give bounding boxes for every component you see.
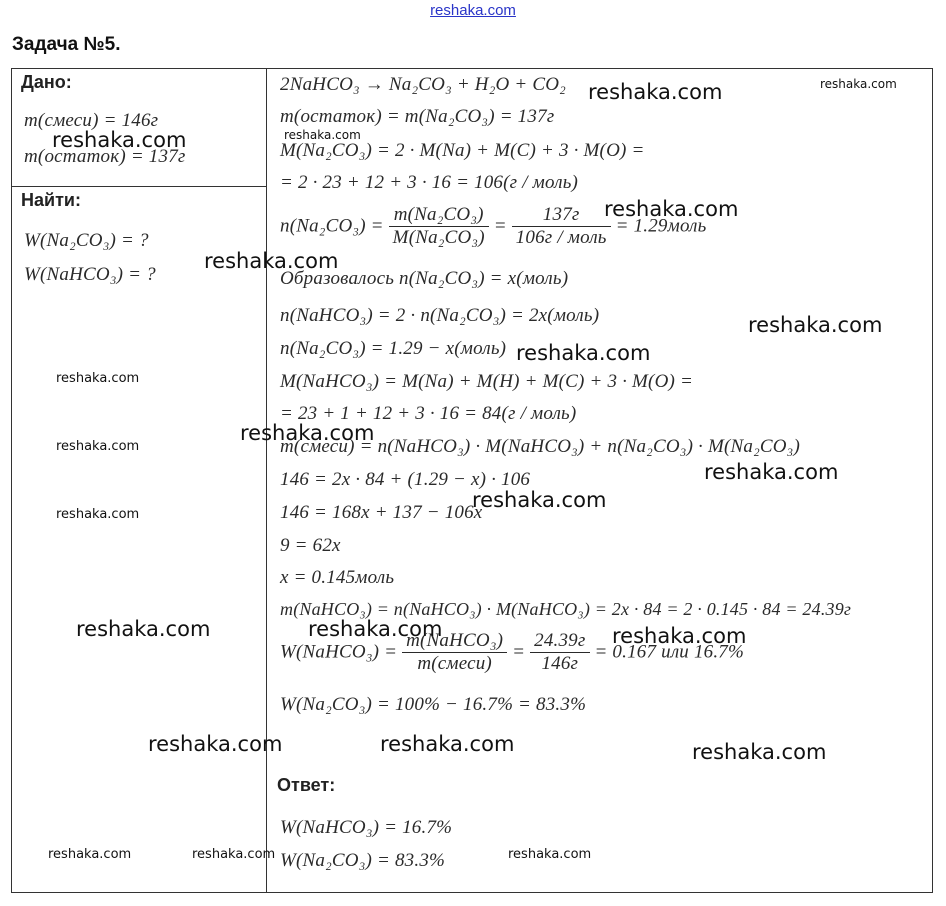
solution-line-12: 146 = 2x · 84 + (1.29 − x) · 106 — [280, 469, 531, 490]
solution-line-16: m(NaHCO₃) = n(NaHCO₃) · M(NaHCO₃) = 2x · 84 = 2 · 0.145 · 84 = 24.39г — [280, 599, 852, 619]
task-title: Задача №5. — [12, 34, 121, 55]
find-nahco3-fraction: W(NaHCO₃) = ? — [24, 264, 156, 285]
solution-line-11: m(смеси) = n(NaHCO₃) · M(NaHCO₃) + n(Na₂CO₃) · M(Na₂CO₃) — [280, 436, 801, 457]
watermark: reshaka.com — [56, 439, 140, 454]
eq17-lhs: W(NaHCO₃) = — [280, 641, 398, 663]
watermark: reshaka.com — [52, 128, 187, 152]
watermark: reshaka.com — [284, 128, 361, 142]
eq5-f1-den: M(Na₂CO₃) — [392, 227, 485, 248]
watermark: reshaka.com — [472, 488, 607, 512]
given-residue-mass: m(остаток) = 137г — [24, 146, 186, 167]
watermark: reshaka.com — [588, 80, 723, 104]
watermark: reshaka.com — [612, 624, 747, 648]
solution-line-10: = 23 + 1 + 12 + 3 · 16 = 84(г / моль) — [280, 403, 577, 424]
solution-line-18: W(Na₂CO₃) = 100% − 16.7% = 83.3% — [280, 694, 587, 715]
eq5-lhs: n(Na₂CO₃) = — [280, 215, 384, 237]
solution-line-14: 9 = 62x — [280, 535, 341, 556]
eq5-f2-den: 106г / моль — [515, 227, 607, 248]
watermark: reshaka.com — [148, 732, 283, 756]
answer-na2co3: W(Na₂CO₃) = 83.3% — [280, 850, 446, 871]
eq17-f2-den: 146г — [541, 653, 579, 674]
eq17-f1-den: m(смеси) — [417, 653, 492, 674]
find-heading: Найти: — [21, 190, 81, 210]
given-find-divider — [11, 186, 267, 187]
given-mixture-mass: m(смеси) = 146г — [24, 110, 159, 131]
watermark: reshaka.com — [748, 313, 883, 337]
find-na2co3-fraction: W(Na₂CO₃) = ? — [24, 230, 149, 251]
eq5-f1-num: m(Na₂CO₃) — [389, 204, 489, 227]
watermark: reshaka.com — [516, 341, 651, 365]
watermark: reshaka.com — [76, 617, 211, 641]
reaction-equation: 2NaHCO₃ → Na₂CO₃ + H₂O + CO₂ — [280, 74, 566, 95]
watermark: reshaka.com — [192, 847, 276, 862]
solution-line-15: x = 0.145моль — [280, 567, 395, 588]
watermark: reshaka.com — [240, 421, 375, 445]
watermark: reshaka.com — [56, 371, 140, 386]
watermark: reshaka.com — [380, 732, 515, 756]
solution-line-7: n(NaHCO₃) = 2 · n(Na₂CO₃) = 2x(моль) — [280, 305, 600, 326]
eq5-f2-num: 137г — [512, 204, 611, 227]
eq5-fraction-2 — [512, 204, 611, 249]
solution-line-6: Образовалось n(Na₂CO₃) = x(моль) — [280, 268, 569, 289]
given-heading: Дано: — [21, 72, 72, 92]
eq17-rhs: = 0.167 или 16.7% — [594, 641, 745, 663]
watermark: reshaka.com — [820, 77, 897, 91]
watermark: reshaka.com — [692, 740, 827, 764]
eq5-fraction-1 — [389, 204, 489, 249]
solution-line-3: M(Na₂CO₃) = 2 · M(Na) + M(C) + 3 · M(O) = — [280, 140, 645, 161]
watermark: reshaka.com — [308, 617, 443, 641]
site-link[interactable]: reshaka.com — [430, 2, 516, 19]
watermark: reshaka.com — [56, 507, 140, 522]
solution-line-8: n(Na₂CO₃) = 1.29 − x(моль) — [280, 338, 507, 359]
watermark: reshaka.com — [704, 460, 839, 484]
answer-heading: Ответ: — [277, 775, 336, 795]
watermark: reshaka.com — [508, 847, 592, 862]
eq17-equals: = — [512, 641, 526, 663]
eq17-f2-num: 24.39г — [530, 630, 589, 653]
watermark: reshaka.com — [204, 249, 339, 273]
solution-line-2: m(остаток) = m(Na₂CO₃) = 137г — [280, 106, 555, 127]
column-divider — [266, 68, 267, 893]
answer-nahco3: W(NaHCO₃) = 16.7% — [280, 817, 453, 838]
watermark: reshaka.com — [48, 847, 132, 862]
watermark: reshaka.com — [604, 197, 739, 221]
solution-line-13: 146 = 168x + 137 − 106x — [280, 502, 483, 523]
eq17-f1-num: m(NaHCO₃) — [402, 630, 507, 653]
solution-line-9: M(NaHCO₃) = M(Na) + M(H) + M(C) + 3 · M(O) = — [280, 371, 693, 392]
eq5-rhs: = 1.29моль — [615, 215, 707, 237]
eq5-equals: = — [493, 215, 507, 237]
eq17-fraction-2 — [530, 630, 589, 675]
solution-line-4: = 2 · 23 + 12 + 3 · 16 = 106(г / моль) — [280, 172, 579, 193]
